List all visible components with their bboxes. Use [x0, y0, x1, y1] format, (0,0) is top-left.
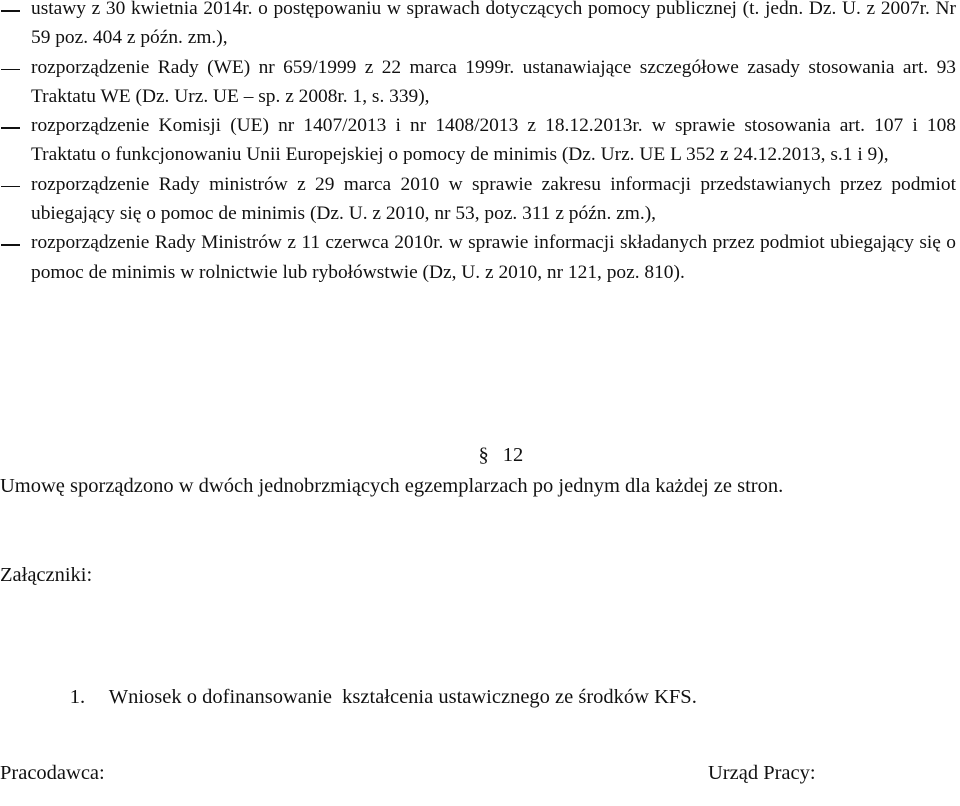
attachments-heading: Załączniki: — [0, 564, 93, 586]
legal-basis-item — [0, 228, 956, 287]
attachment-text: Wniosek o dofinansowanie kształcenia ustawicznego ze środków KFS. — [108, 686, 697, 708]
legal-basis-text: rozporządzenie Rady (WE) nr 659/1999 z 22 marca 1999r. ustanawiające szczegółowe zasady stosowania art. 93 Traktatu WE (Dz. Urz. UE – sp. z 2008r. 1, s. 339), — [31, 56, 956, 107]
labor-office-signature-label: Urząd Pracy: — [708, 762, 816, 784]
legal-basis-text: rozporządzenie Komisji (UE) nr 1407/2013 i nr 1408/2013 z 18.12.2013r. w sprawie stosowania art. 107 i 108 Traktatu o funkcjonowaniu Unii Europejskiej o pomocy de minimis (Dz. Urz. UE L 352 z 24.12.2013, s.1 i 9), — [31, 115, 956, 166]
section-symbol: § — [478, 444, 489, 466]
legal-basis-item — [0, 111, 956, 170]
dash-bullet-icon — [1, 10, 20, 12]
dash-bullet-icon — [1, 127, 20, 129]
legal-basis-item — [0, 53, 956, 112]
legal-basis-list — [0, 0, 956, 287]
attachments-list — [39, 589, 697, 806]
dash-bullet-icon — [1, 244, 20, 246]
attachment-number: 1. — [69, 686, 86, 708]
legal-basis-text: ustawy z 30 kwietnia 2014r. o postępowaniu w sprawach dotyczących pomocy publicznej (t. jedn. Dz. U. z 2007r. Nr 59 poz. 404 z późn. zm.), — [31, 0, 956, 49]
legal-basis-item — [0, 170, 956, 229]
employer-signature-label: Pracodawca: — [0, 762, 105, 784]
dash-bullet-icon — [1, 186, 20, 188]
attachment-item — [39, 651, 697, 744]
legal-basis-text: rozporządzenie Rady Ministrów z 11 czerwca 2010r. w sprawie informacji składanych przez podmiot ubiegający się o pomoc de minimis w rolnictwie lub rybołówstwie (Dz, U. z 2010, nr 121, poz. 810). — [31, 232, 956, 283]
legal-basis-text: rozporządzenie Rady ministrów z 29 marca 2010 w sprawie zakresu informacji przedstawianych przez podmiot ubiegający się o pomoc de minimis (Dz. U. z 2010, nr 53, poz. 311 z późn. zm.), — [31, 173, 956, 225]
legal-basis-item — [0, 0, 956, 53]
section-number: 12 — [502, 444, 524, 466]
closing-statement: Umowę sporządzono w dwóch jednobrzmiących egzemplarzach po jednym dla każdej ze stron. — [0, 475, 784, 497]
dash-bullet-icon — [1, 69, 20, 71]
